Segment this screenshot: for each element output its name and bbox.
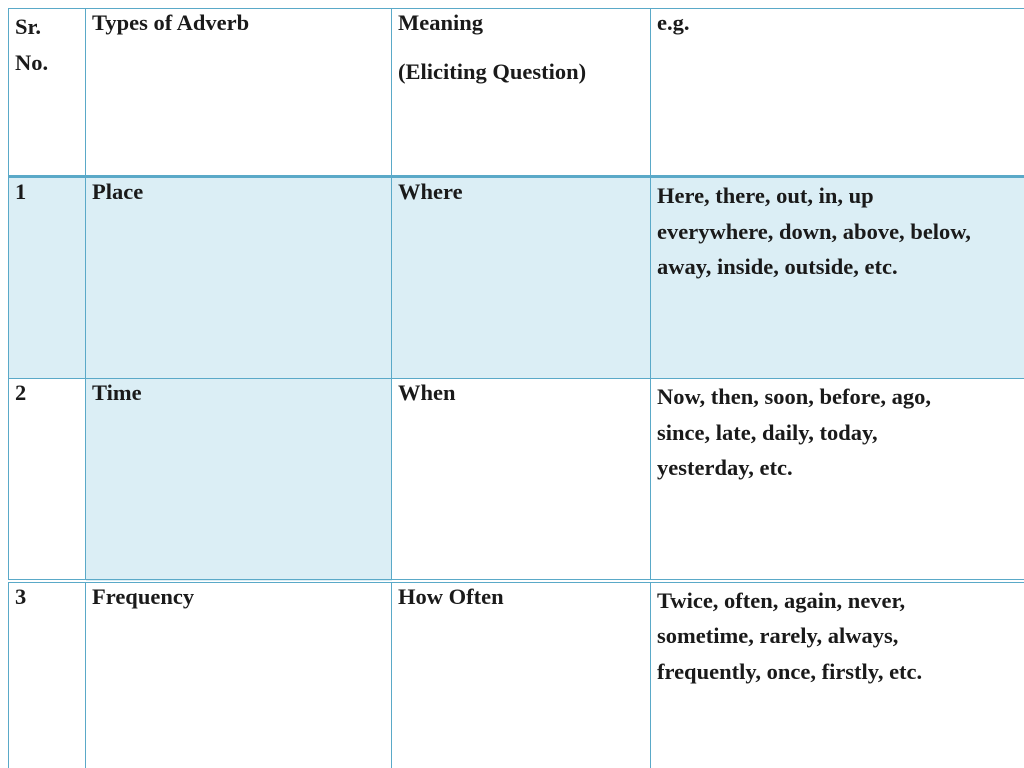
cell-adverb-type: Place — [86, 177, 392, 379]
cell-meaning: Where — [392, 177, 651, 379]
header-types-of-adverb — [86, 9, 392, 177]
header-meaning-label: Meaning — [398, 10, 484, 35]
example-line: Here, there, out, in, up — [657, 183, 874, 208]
header-example — [651, 9, 1024, 177]
cell-examples — [651, 177, 1024, 379]
example-line: sometime, rarely, always, — [657, 623, 899, 648]
table-row — [9, 177, 1024, 379]
example-line: frequently, once, firstly, etc. — [657, 658, 923, 684]
cell-adverb-type: Time — [86, 379, 392, 581]
example-line: Twice, often, again, never, — [657, 587, 906, 613]
example-line: since, late, daily, today, — [657, 419, 878, 445]
example-line: yesterday, etc. — [657, 455, 793, 480]
cell-examples — [651, 379, 1024, 581]
table-row — [9, 379, 1024, 581]
header-sr-line: Sr. — [15, 14, 42, 39]
example-line: everywhere, down, above, below, — [657, 218, 971, 244]
cell-sr-no: 1 — [9, 177, 86, 379]
cell-meaning: When — [392, 379, 651, 581]
header-sr-no — [9, 9, 86, 177]
example-line: away, inside, outside, etc. — [657, 254, 898, 279]
header-meaning — [392, 9, 651, 177]
cell-sr-no: 2 — [9, 379, 86, 581]
cell-meaning: How Often — [392, 581, 651, 768]
header-type-label: Types of Adverb — [92, 10, 250, 35]
header-no-line: No. — [15, 50, 49, 75]
adverb-types-table — [8, 8, 1024, 768]
cell-examples — [651, 581, 1024, 768]
cell-adverb-type: Frequency — [86, 581, 392, 768]
cell-sr-no: 3 — [9, 581, 86, 768]
table-row — [9, 581, 1024, 768]
table-header-row — [9, 9, 1024, 177]
header-example-label: e.g. — [657, 10, 690, 35]
example-line: Now, then, soon, before, ago, — [657, 384, 931, 409]
header-eliciting-question: (Eliciting Question) — [398, 59, 587, 84]
